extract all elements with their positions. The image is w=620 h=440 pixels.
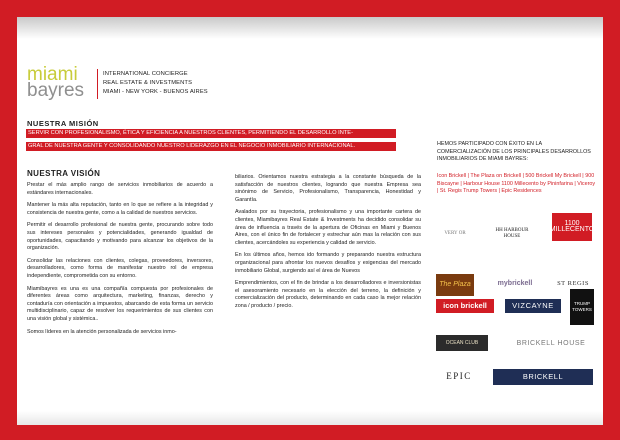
millecento-logo: 1100 MILLECENTO: [552, 213, 592, 241]
vision-column-2: [235, 174, 421, 316]
vision-paragraph: biliarios. Orientamos nuestra estrategia a la constante búsqueda de la satisfacción de nuestros clientes, logrando que nuestra Empresa sea sinónimo de Servicio, Profesionalismo, Transparencia, Honestidad y Garantía.: [235, 174, 421, 203]
icon-brickell-logo: icon brickell: [436, 299, 494, 313]
mission-statement: [26, 129, 396, 155]
ocean-club-logo: OCEAN CLUB: [436, 335, 488, 351]
the-plaza-logo: The Plaza: [436, 274, 474, 296]
vizcayne-logo: VIZCAYNE: [505, 299, 561, 313]
harbour-house-logo: HH HARBOUR HOUSE: [495, 228, 529, 239]
tagline-line-3: MIAMI - NEW YORK - BUENOS AIRES: [103, 89, 208, 95]
vision-paragraph: Consolidar las relaciones con clientes, colegas, proveedores, inversores, desarrolladores, como forma de manifestar nuestro rol de empresa independiente, comprometida con su entorno.: [27, 257, 213, 279]
brochure-page: [17, 17, 603, 425]
brickell-house-logo: BRICKELL HOUSE: [516, 340, 586, 347]
vision-paragraph: Prestar el más amplio rango de servicios inmobiliarios de acuerdo a estándares internacionales.: [27, 182, 213, 196]
brand-tagline: [103, 70, 208, 97]
vision-paragraph: Permitir el desarrollo profesional de nuestra gente, procurando sobre todo sus intereses personales y potencialidades, generando igualdad de oportunidades, capacitando y motivando para alcanzar los objetivos de la organización.: [27, 222, 213, 252]
mission-line-1: SERVIR CON PROFESIONALISMO, ÉTICA Y EFICIENCIA A NUESTROS CLIENTES, PERMITIENDO EL DESARROLLO INTE-: [26, 129, 396, 138]
vision-paragraph: Emprendimientos, con el fin de brindar a los desarrolladores e inversionistas el asesoramiento necesario en la elección del terreno, la definición y comercialización del producto, determinando en cada caso la mejor relación zona / producto / precio.: [235, 280, 421, 309]
brickell-logo: BRICKELL: [493, 369, 593, 385]
miamibayres-logo: [27, 64, 99, 101]
vision-paragraph: Somos líderes en la atención personalizada de servicios inmo-: [27, 328, 177, 335]
logo-divider: [97, 69, 98, 99]
vision-column-1: [27, 182, 213, 341]
epic-logo: EPIC: [446, 371, 472, 381]
participations-heading: HEMOS PARTICIPADO CON ÉXITO EN LA COMERCIALIZACIÓN DE LOS PRINCIPALES DESARROLLOS INMOBILIARIOS DE MIAMI BAYRES:: [437, 141, 591, 163]
st-regis-logo: ST REGIS: [557, 280, 589, 287]
participations-list: Icon Brickell | The Plaza on Brickell | 500 Brickell My Brickell | 900 Biscayne | Harbour House 1100 Millecento by Pininfarina | Viceroy | St. Regis Trump Towers | Epic Residences: [437, 173, 596, 195]
mission-heading: NUESTRA MISIÓN: [27, 119, 99, 128]
logo-line-2: bayres: [27, 80, 85, 101]
very-or-logo: VERY OR: [444, 231, 466, 236]
logo-line-1: miami: [27, 64, 78, 85]
vision-paragraph: En los últimos años, hemos ido formando y preparando nuestra estructura organizacional para afrontar los nuevos desafíos y exigencias del mercado inmobiliario Global, surgiendo así el área de Nuevos: [235, 252, 421, 274]
vision-paragraph: Miamibayres es una es una compañía compuesta por profesionales de diferentes áreas como arquitectura, marketing, finanzas, derecho y contaduría con orientación a impuestos, abarcando de esta forma un servicio multidisciplinario, capaz de resolver los requerimientos de sus clientes con una visión global y sistémica..: [27, 285, 213, 322]
footer-band: [17, 411, 603, 425]
tagline-line-2: REAL ESTATE & INVESTMENTS: [103, 80, 193, 86]
trump-towers-logo: TRUMP TOWERS: [570, 289, 594, 325]
tagline-line-1: INTERNATIONAL CONCIERGE: [103, 71, 188, 77]
top-shadow: [17, 17, 603, 39]
vision-heading: NUESTRA VISIÓN: [27, 169, 101, 178]
vision-paragraph: Mantener la más alta reputación, tanto en lo que se refiere a la integridad y consistencia de nuestra gente, como a la calidad de nuestros servicios.: [27, 202, 213, 216]
vision-paragraph: Avalados por su trayectoria, profesionalismo y una importante cartera de clientes, Miamibayres Real Estate & Investments ha decidido consolidar su área de influencia a través de la apertura de Oficinas en Miami y Buenos Aires, con el único fin de fortalecer y estrechar aún mas la relación con sus clientes, acercándoles su experiencia y calidad de servicio.: [235, 209, 421, 246]
mission-line-2: GRAL DE NUESTRA GENTE Y CONSOLIDANDO NUESTRO LIDERAZGO EN EL NEGOCIO INMOBILIARIO INTERNACIONAL.: [26, 142, 396, 151]
mybrickell-logo: mybrickell: [497, 280, 533, 287]
